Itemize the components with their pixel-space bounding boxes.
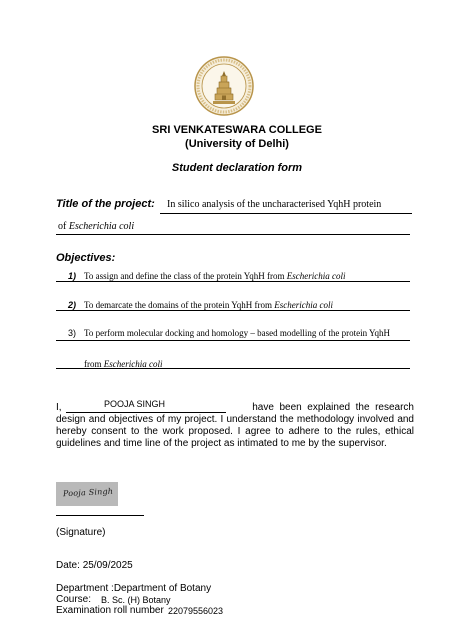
objective-number: 2) [68, 300, 77, 310]
objective-underline-4 [56, 368, 410, 369]
signature-caption: (Signature) [56, 527, 106, 538]
objective-organism: Escherichia coli [103, 359, 163, 369]
project-title-line2 [58, 221, 134, 232]
declaration-prefix: I, [56, 402, 62, 413]
course-value: B. Sc. (H) Botany [101, 595, 171, 605]
date-label: Date: [56, 560, 80, 571]
objective-underline-2 [56, 310, 410, 311]
objective-text: from [84, 359, 104, 369]
college-seal-icon [194, 56, 254, 116]
objective-number: 1) [68, 271, 77, 281]
date-value: 25/09/2025 [82, 560, 133, 571]
objective-item-3 [68, 323, 390, 341]
objective-organism: Escherichia coli [274, 300, 333, 310]
form-title: Student declaration form [171, 162, 303, 174]
signature-image [56, 482, 118, 506]
objective-text: To demarcate the domains of the protein YqhH from [84, 300, 275, 310]
student-name-underline [66, 412, 226, 413]
objective-number: 3) [68, 328, 77, 338]
objective-text: To assign and define the class of the protein YqhH from [84, 271, 287, 281]
project-title-underline-2 [56, 234, 410, 235]
department-label: Department : [56, 583, 114, 594]
roll-value: 22079556023 [168, 606, 224, 616]
project-title-line1: In silico analysis of the uncharacterised YqhH protein [167, 199, 382, 210]
project-title-label: Title of the project: [56, 198, 155, 210]
objective-organism: Escherichia coli [286, 271, 346, 281]
department-row [56, 583, 211, 594]
objective-underline-1 [56, 281, 410, 282]
department-value: Department of Botany [113, 583, 212, 594]
college-name: SRI VENKATESWARA COLLEGE [152, 124, 322, 136]
project-organism: Escherichia coli [68, 221, 135, 232]
objective-text: To perform molecular docking and homology – based modelling of the protein YqhH [84, 328, 390, 338]
project-title-underline-1 [160, 213, 412, 214]
signature-handwriting: Pooja Singh [62, 486, 114, 499]
student-name: POOJA SINGH [104, 399, 166, 409]
objective-underline-3 [56, 340, 410, 341]
signature-underline [56, 515, 144, 516]
date-row [56, 560, 133, 571]
roll-label: Examination roll number [56, 605, 164, 616]
university-name: (University of Delhi) [185, 138, 289, 150]
objective-item-3-continued [84, 354, 162, 372]
objectives-label: Objectives: [56, 252, 116, 264]
project-title-line2-prefix: of [58, 221, 69, 232]
declaration-line1: have been explained the research [252, 402, 414, 413]
course-label: Course: [56, 594, 92, 605]
declaration-body: design and objectives of my project. I understand the methodology involved and hereby consent to the work proposed. I agree to adhere to the rules, ethical guidelines and time line of the project as intimated to me by the supervisor. [56, 414, 414, 449]
